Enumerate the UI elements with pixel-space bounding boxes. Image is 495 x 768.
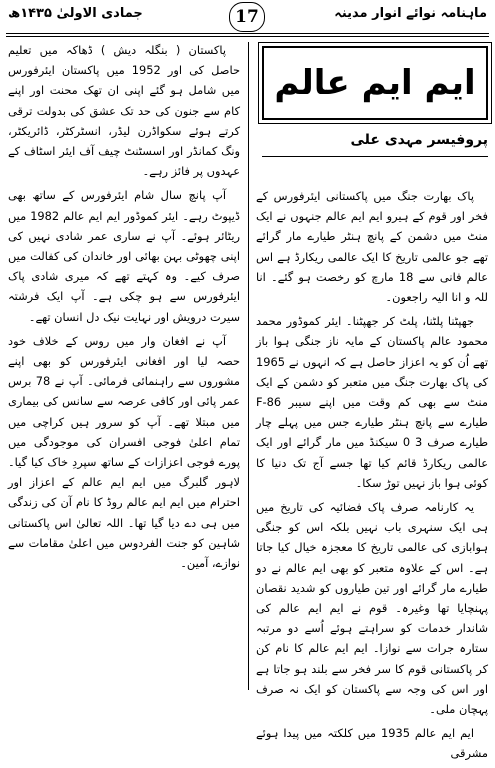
paragraph: آپ نے افغان وار میں روس کے خلاف خود حصہ لیا اور افغانی ایئرفورس کو بھی اپنے مشوروں سے راہنمائی فرمائی۔ آپ نے 78 برس عمر پائی اور کافی عرصہ سے سانس کی بیماری میں مبتلا تھے۔ آپ کو سرور ہیں کراچی میں تمام اعلیٰ فوجی افسران کی موجودگی میں پورے فوجی اعزازات کے ساتھ سپردِ خاک کیا گیا۔ لاہور گلبرگ میں ایم ایم عالم کے اعزاز اور احترام میں ایم ایم عالم روڈ کا نام آن کی زندگی میں ہی دے دیا گیا تھا۔ اللہ تعالیٰ اس پاکستانی شاہین کو جنت الفردوس میں اعلیٰ مقامات سے نوازے، آمین۔ [8,333,241,571]
paragraph: پاکستان ( بنگلہ دیش ) ڈھاکہ میں تعلیم حاصل کی اور 1952 میں پاکستان ایئرفورس میں شامل ہو گئے اپنی ان تھک محنت اور اپنے کام سے جنون کی حد تک عشق کی بدولت ترقی کرتے ہوئے سکواڈرن لیڈر، انسٹرکٹر، ڈائریکٹر، ونگ کمانڈر اور اسسٹنٹ چیف آف ایئر اسٹاف کے عہدوں پر فائز رہے۔ [8,43,240,179]
paragraph: آپ پانچ سال شام ایئرفورس کے ساتھ بھی ڈیپوٹ رہے۔ ایئر کموڈور ایم ایم عالم 1982 میں ریٹائر ہوئے۔ آپ نے ساری عمر شادی نہیں کی اپنی چھوٹی بہن بھائی اور خاندان کی کفالت میں صرف کیے۔ وہ کہتے تھے کہ میری شادی پاک ایئرفورس سے ہو چکی ہے۔ آپ ایک فرشتہ سیرت درویش اور نہایت نیک دل انسان تھے۔ [8,188,240,324]
article-title-box [262,46,488,120]
header-rule-thin [6,36,489,37]
paragraph: یہ کارنامہ صرف پاک فضائیہ کی تاریخ میں ہی ایک سنہری باب نہیں بلکہ اس کو جنگی ہوابازی کی عالمی تاریخ کا معجزہ خیال کیا جاتا ہے۔ اس کے علاوہ متعبر کو بھی ایم عالم نے دو طیارے مار گرائے اور تین طیاروں کو شدید نقصان پہنچایا تھا وغیرہ۔ قوم نے ایم ایم عالم کی شاندار خدمات کو سراہتے ہوئے اُسے دو مرتبہ ستارہ جرات سے نوازا۔ ایم ایم عالم کا نام کن کر پاکستانی قوم کا سر فخر سے بلند ہو جاتا ہے اور اس کی وجہ سے پاکستان کو ایک نہ صرف پہچان ملی۔ [256,500,488,717]
author-rule [262,156,488,157]
article-title: ایم ایم عالم [274,63,476,103]
header-date: جمادی الاولیٰ ۱۴۳۵ھ [8,6,143,21]
column-divider [248,42,249,690]
header-magazine-name: ماہنامہ نوائے انوار مدینہ [334,6,487,21]
right-column [256,186,488,768]
header-rule [6,33,489,34]
page-header [0,0,495,36]
paragraph: ایم ایم عالم 1935 میں کلکتہ میں پیدا ہوئے مشرقی [256,726,488,761]
paragraph: پاک بھارت جنگ میں پاکستانی ایئرفورس کے فخر اور قوم کے ہیرو ایم ایم عالم جنہوں نے ایک منٹ میں دشمن کے پانچ ہنٹر طیارے مار گرائے تھے جو عالمی تاریخ کا ایک عالمی ریکارڈ ہے اس عالم فانی سے 18 مارچ کو رخصت ہو گئے۔ انا للہ و انا الیہ راجعون۔ [256,189,488,305]
article-author: پروفیسر مہدی علی [350,132,488,148]
page-number: 17 [229,2,265,32]
left-column [8,40,240,577]
paragraph: جھپٹنا پلٹنا، پلٹ کر جھپٹنا۔ ایئر کموڈور محمد محمود عالم پاکستان کے مایہ ناز جنگی ہوا باز تھے اُن کو یہ اعزاز حاصل ہے کہ انہوں نے 1965 کی پاک بھارت جنگ میں متعبر کو دشمن کے ایک منٹ سے بھی کم وقت میں اپنے سیبر F-86 طیارے سے پانچ ہنٹر طیارے جس میں پہلے چار طیارے صرف 3 0 سیکنڈ میں مار گرائے اور ایک عالمی ریکارڈ قائم کیا تھا جسے آج تک دنیا کا کوئی ہوا باز نہیں توڑ سکا۔ [256,314,489,490]
